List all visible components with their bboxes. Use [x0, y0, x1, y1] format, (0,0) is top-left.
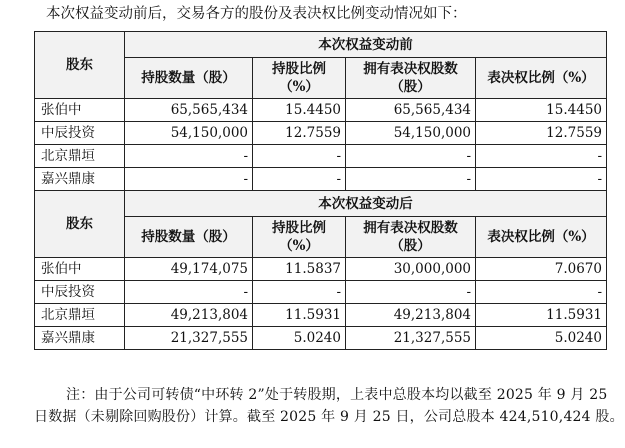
shareholder-name: 张伯中: [35, 99, 125, 122]
table-row: [35, 281, 607, 304]
share-ratio-cell: 11.5931: [253, 304, 346, 327]
equity-change-table: [34, 31, 607, 350]
table-footnote: [34, 384, 624, 428]
table-row: [35, 168, 607, 191]
share-ratio-cell: -: [253, 168, 346, 191]
voting-shares-cell: 21,327,555: [346, 327, 476, 350]
voting-ratio-cell: 11.5931: [476, 304, 607, 327]
voting-ratio-cell: -: [476, 168, 607, 191]
voting-shares-cell: 54,150,000: [346, 122, 476, 145]
voting-shares-cell: -: [346, 281, 476, 304]
shareholder-name: 中辰投资: [35, 122, 125, 145]
voting-shares-cell: -: [346, 145, 476, 168]
col-header-voting-ratio: 表决权比例（%）: [476, 58, 607, 99]
shareholder-name: 张伯中: [35, 258, 125, 281]
voting-shares-cell: 30,000,000: [346, 258, 476, 281]
shareholder-name: 北京鼎垣: [35, 304, 125, 327]
footnote-line-2: 日数据（未剔除回购股份）计算。截至 2025 年 9 月 25 日，公司总股本 424,510,424 股。: [34, 409, 624, 425]
voting-shares-cell: 65,565,434: [346, 99, 476, 122]
voting-ratio-cell: -: [476, 281, 607, 304]
shareholder-name: 中辰投资: [35, 281, 125, 304]
table-row: [35, 145, 607, 168]
shares-cell: -: [125, 281, 253, 304]
col-header-voting-shares: 拥有表决权股数（股）: [346, 217, 476, 258]
section-title-after: 本次权益变动后: [125, 191, 607, 217]
shares-cell: 21,327,555: [125, 327, 253, 350]
shareholder-name: 嘉兴鼎康: [35, 327, 125, 350]
shares-cell: 54,150,000: [125, 122, 253, 145]
voting-ratio-cell: 15.4450: [476, 99, 607, 122]
table-row: [35, 327, 607, 350]
voting-ratio-cell: 12.7559: [476, 122, 607, 145]
share-ratio-cell: -: [253, 145, 346, 168]
shares-cell: 65,565,434: [125, 99, 253, 122]
voting-ratio-cell: -: [476, 145, 607, 168]
shares-cell: 49,174,075: [125, 258, 253, 281]
table-row: [35, 304, 607, 327]
table-row: [35, 122, 607, 145]
voting-ratio-cell: 5.0240: [476, 327, 607, 350]
share-ratio-cell: 12.7559: [253, 122, 346, 145]
share-ratio-cell: 15.4450: [253, 99, 346, 122]
intro-text: 本次权益变动前后，交易各方的股份及表决权比例变动情况如下：: [46, 6, 467, 22]
footnote-line-1: 注：由于公司可转债“中环转 2”处于转股期，上表中总股本均以截至 2025 年 9 月 25: [66, 387, 608, 403]
table-row: [35, 258, 607, 281]
table-row: [35, 99, 607, 122]
col-header-voting-shares: 拥有表决权股数（股）: [346, 58, 476, 99]
col-header-shares: 持股数量（股）: [125, 58, 253, 99]
col-header-voting-ratio: 表决权比例（%）: [476, 217, 607, 258]
shareholder-header-after: 股东: [35, 191, 125, 258]
shares-cell: -: [125, 168, 253, 191]
share-ratio-cell: 11.5837: [253, 258, 346, 281]
voting-shares-cell: 49,213,804: [346, 304, 476, 327]
voting-shares-cell: -: [346, 168, 476, 191]
shareholder-header-before: 股东: [35, 32, 125, 99]
col-header-shares: 持股数量（股）: [125, 217, 253, 258]
share-ratio-cell: 5.0240: [253, 327, 346, 350]
col-header-share-ratio: 持股比例（%）: [253, 58, 346, 99]
shares-cell: -: [125, 145, 253, 168]
section-title-before: 本次权益变动前: [125, 32, 607, 58]
col-header-share-ratio: 持股比例（%）: [253, 217, 346, 258]
share-ratio-cell: -: [253, 281, 346, 304]
shares-cell: 49,213,804: [125, 304, 253, 327]
voting-ratio-cell: 7.0670: [476, 258, 607, 281]
shareholder-name: 嘉兴鼎康: [35, 168, 125, 191]
shareholder-name: 北京鼎垣: [35, 145, 125, 168]
